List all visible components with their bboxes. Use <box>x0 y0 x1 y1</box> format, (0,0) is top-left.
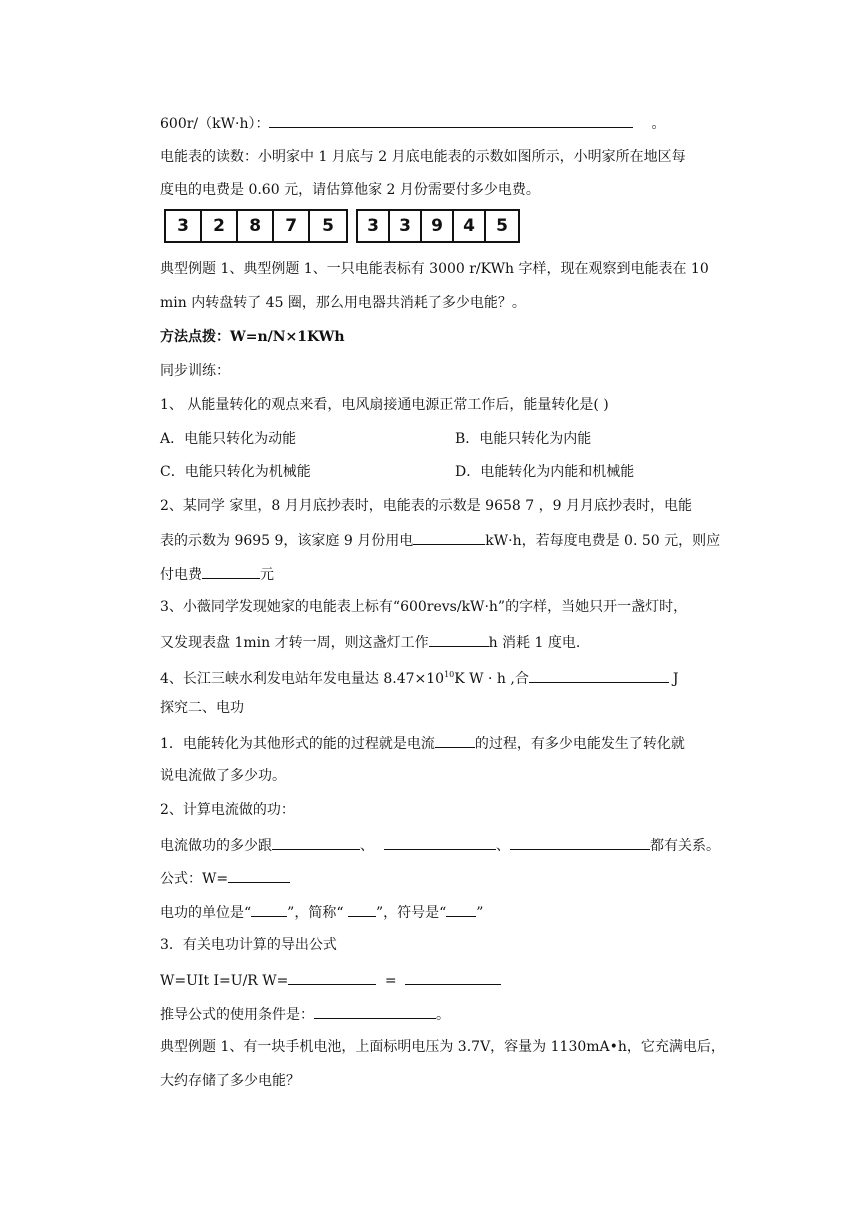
q2-text: 付电费 <box>160 567 202 583</box>
q4-line <box>160 665 678 689</box>
q3-line1: 3、小薇同学发现她家的电能表上标有“600revs/kW·h”的字样，当她只开一盏灯时， <box>160 599 688 615</box>
meter-digit: 3 <box>390 211 422 241</box>
s3-formulas <box>160 969 501 991</box>
s2-text: 、 <box>496 838 510 854</box>
s1-line2: 说电流做了多少功。 <box>160 768 286 784</box>
q2-line1: 2、某同学 家里，8 月月底抄表时，电能表的示数是 9658 7 ，9 月月底抄表时，电能 <box>160 498 692 514</box>
s2-text: ”，简称“ <box>287 905 348 921</box>
s1-blank[interactable] <box>435 732 475 748</box>
s2-factors <box>160 834 720 856</box>
q4-text: K W · h ,合 <box>454 671 529 687</box>
blank-600r[interactable] <box>269 112 633 128</box>
meter-feb <box>356 209 520 243</box>
s3-blank-condition[interactable] <box>314 1003 436 1019</box>
s3-text: W=UIt I=U/R W= <box>160 973 289 989</box>
meter-digit: 5 <box>322 216 335 236</box>
section2-heading: 探究二、电功 <box>160 700 244 716</box>
s1-text: 1．电能转化为其他形式的能的过程就是电流 <box>160 736 435 752</box>
s2-blank-short[interactable] <box>348 901 376 917</box>
meter-reading-line2: 度电的电费是 0.60 元，请估算他家 2 月份需要付多少电费。 <box>160 182 540 198</box>
q1-option-c[interactable]: C．电能只转化为机械能 <box>160 464 311 480</box>
meter-digit: 3 <box>166 211 202 241</box>
s2-formula <box>160 867 290 889</box>
q2-text: kW·h，若每度电费是 0. 50 元，则应 <box>485 533 721 549</box>
s3-blank-formula1[interactable] <box>288 969 376 985</box>
meter-digit: 5 <box>496 216 508 236</box>
q4-text: J <box>672 671 679 687</box>
meter-digit: 3 <box>358 211 390 241</box>
q2-blank-kwh[interactable] <box>413 529 485 545</box>
q3-line2 <box>160 631 580 653</box>
q2-line2 <box>160 529 720 551</box>
s2-text: 、 <box>360 838 374 854</box>
s2-blank-unit[interactable] <box>251 901 287 917</box>
s2-text: 电流做功的多少跟 <box>160 838 272 854</box>
example2-line1: 典型例题 1、有一块手机电池，上面标明电压为 3.7V，容量为 1130mA•h，它充满电后， <box>160 1039 725 1055</box>
s3-text: 推导公式的使用条件是： <box>160 1007 314 1023</box>
meter-digit: 4 <box>454 211 486 241</box>
q1-stem: 1、 从能量转化的观点来看，电风扇接通电源正常工作后，能量转化是( ) <box>160 397 609 413</box>
s1-line1 <box>160 732 685 754</box>
s2-text: ”，符号是“ <box>375 905 447 921</box>
s2-blank-formula[interactable] <box>228 867 290 883</box>
s3-condition <box>160 1003 450 1025</box>
q4-exponent: 10 <box>444 670 455 679</box>
meter-reading-line1: 电能表的读数：小明家中 1 月底与 2 月底电能表的示数如图所示，小明家所在地区每 <box>160 149 686 165</box>
s2-text: 公式：W= <box>160 871 229 887</box>
s2-blank-factor1[interactable] <box>272 834 360 850</box>
q3-text: 又发现表盘 1min 才转一周，则这盏灯工作 <box>160 635 429 651</box>
s2-title: 2、计算电流做的功： <box>160 802 295 818</box>
line-600r <box>160 112 665 134</box>
s2-blank-factor2[interactable] <box>384 834 496 850</box>
text-600r: 600r/（kW·h）： <box>160 116 270 132</box>
meter-digit: 7 <box>274 211 310 241</box>
q1-option-b[interactable]: B．电能只转化为内能 <box>455 431 592 447</box>
example1-line1: 典型例题 1、典型例题 1、一只电能表标有 3000 r/KWh 字样，现在观察到电能表在 10 <box>160 261 709 277</box>
s2-text: ” <box>476 905 484 921</box>
s3-text: 。 <box>436 1007 450 1023</box>
s3-blank-formula2[interactable] <box>405 969 501 985</box>
example1-line2: min 内转盘转了 45 圈，那么用电器共消耗了多少电能？。 <box>160 295 526 311</box>
q3-blank-hours[interactable] <box>429 631 489 647</box>
q2-text: 元 <box>260 567 274 583</box>
s2-text: 都有关系。 <box>650 838 720 854</box>
meter-digit: 8 <box>238 211 274 241</box>
q1-option-d[interactable]: D．电能转化为内能和机械能 <box>455 464 635 480</box>
method-tip: 方法点拨：W=n/N×1KWh <box>160 329 345 345</box>
q2-line3 <box>160 563 274 585</box>
q4-blank-joules[interactable] <box>529 667 669 683</box>
s3-text: = <box>380 973 402 989</box>
q4-text: 4、长江三峡水利发电站年发电量达 8.47×10 <box>160 671 445 687</box>
sync-heading: 同步训练： <box>160 363 230 379</box>
meter-digit: 9 <box>422 211 454 241</box>
meter-digit: 2 <box>202 211 238 241</box>
text-600r-end: 。 <box>651 116 666 132</box>
q3-text: h 消耗 1 度电. <box>488 635 581 651</box>
s2-blank-factor3[interactable] <box>510 834 650 850</box>
q1-option-a[interactable]: A．电能只转化为动能 <box>160 431 297 447</box>
meter-jan <box>164 209 348 243</box>
q2-blank-fee[interactable] <box>202 563 260 579</box>
s2-blank-symbol[interactable] <box>446 901 476 917</box>
s2-unit <box>160 901 483 923</box>
example2-line2: 大约存储了多少电能？ <box>160 1073 300 1089</box>
s3-title: 3．有关电功计算的导出公式 <box>160 937 337 953</box>
q2-text: 表的示数为 9695 9，该家庭 9 月份用电 <box>160 533 414 549</box>
s1-text: 的过程，有多少电能发生了转化就 <box>474 736 685 752</box>
s2-text: 电功的单位是“ <box>160 905 252 921</box>
